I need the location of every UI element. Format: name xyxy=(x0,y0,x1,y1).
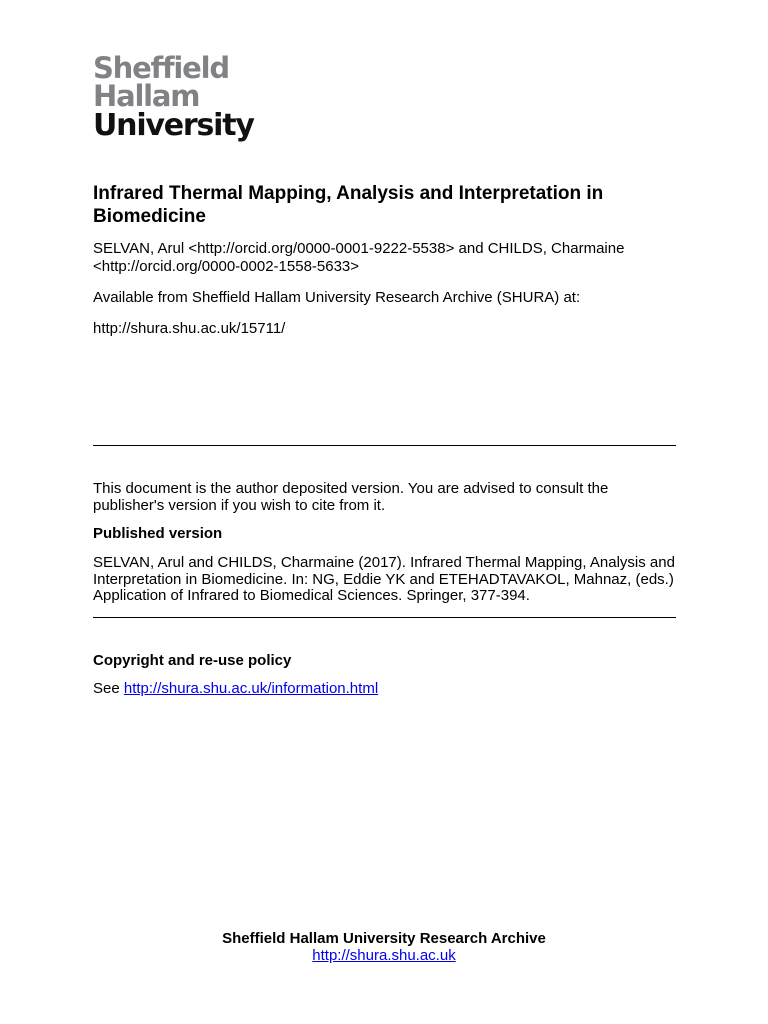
availability-statement: Available from Sheffield Hallam University Research Archive (SHURA) at: xyxy=(93,289,581,306)
policy-link[interactable]: http://shura.shu.ac.uk/information.html xyxy=(123,680,379,697)
copyright-see-line xyxy=(93,680,378,698)
copyright-heading: Copyright and re-use policy xyxy=(93,652,292,669)
footer xyxy=(0,930,768,964)
university-logo xyxy=(93,51,273,143)
deposit-notice: This document is the author deposited version. You are advised to consult the publisher's version if you wish to cite from it. xyxy=(93,480,609,514)
see-label: See xyxy=(93,680,124,697)
authors: SELVAN, Arul <http://orcid.org/0000-0001-9222-5538> and CHILDS, Charmaine <http://orcid.org/0000-0002-1558-5633> xyxy=(93,240,625,275)
logo-line-hallam: Hallam xyxy=(93,79,200,113)
document-title: Infrared Thermal Mapping, Analysis and Interpretation in Biomedicine xyxy=(93,183,604,227)
published-version-heading: Published version xyxy=(93,525,223,542)
logo-line-sheffield: Sheffield xyxy=(93,51,229,85)
logo-line-university: University xyxy=(93,108,254,143)
divider-top xyxy=(93,445,676,446)
archive-url: http://shura.shu.ac.uk/15711/ xyxy=(93,320,286,337)
divider-bottom xyxy=(93,617,676,618)
footer-archive-name: Sheffield Hallam University Research Archive xyxy=(222,930,546,947)
footer-archive-link[interactable]: http://shura.shu.ac.uk xyxy=(312,947,456,964)
citation: SELVAN, Arul and CHILDS, Charmaine (2017). Infrared Thermal Mapping, Analysis and Interpretation in Biomedicine. In: NG, Eddie YK and ETEHADTAVAKOL, Mahnaz, (eds.) Application of Infrared to Biomedical Sciences. Springer, 377-394. xyxy=(93,554,675,604)
